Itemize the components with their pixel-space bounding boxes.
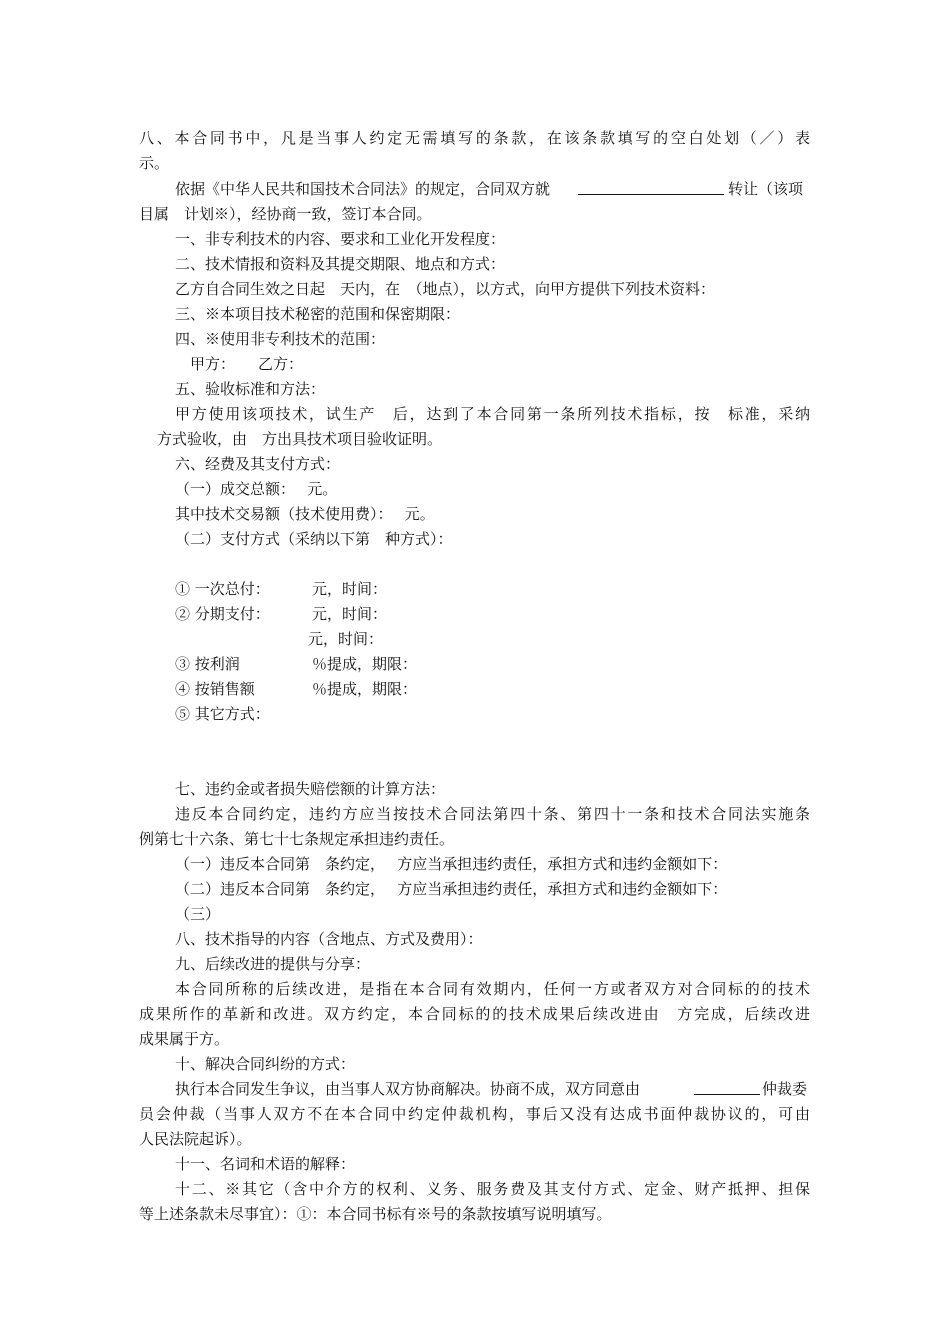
text-line: 执行本合同发生争议，由当事人双方协商解决。协商不成，双方同意由 仲裁委 — [0, 1077, 950, 1197]
payment-option: ① 一次总付： 元，时间： — [175, 580, 388, 598]
payment-option: ② 分期支付： 元，时间： — [175, 605, 388, 623]
blank-underline — [578, 177, 724, 195]
blank-underline — [694, 1077, 760, 1095]
text-line: 依据《中华人民共和国技术合同法》的规定，合同双方就 转让（该项 — [0, 177, 950, 297]
payment-option: ⑤ 其它方式： — [175, 705, 270, 723]
payment-option: ③ 按利润 ％提成，期限： — [175, 655, 418, 673]
text-line: 甲方： 乙方： — [190, 355, 304, 373]
payment-option: ④ 按销售额 ％提成，期限： — [175, 680, 418, 698]
payment-option: 元，时间： — [308, 630, 384, 648]
document-page: 八、本合同书中，凡是当事人约定无需填写的条款，在该条款填写的空白处划（／）表 示。 依据《中华人民共和国技术合同法》的规定，合同双方就 转让（该项 目属 计划※），经协商一致，签订本合同。 一、非专利技术的内容、要求和工业化开发程度： 二、技术情报和资料及其提交期限、地点和方式： 乙方自合同生效之日起 天内，在 （地点），以方式，向甲方提供下列技术资料： 三、※本项目技术秘密的范围和保密期限： 四、※使用非专利技术的范围： 甲方： 乙方： 五、验收标准和方法： 甲方使用该项技术，试生产 后，达到了本合同第一条所列技术指标，按 标准，采纳 方式验收，由 方出具技术项目验收证明。 六、经费及其支付方式： （一）成交总额： 元。 其中技术交易额（技术使用费）： 元。 （二）支付方式（采纳以下第 种方式）： ① 一次总付： 元，时间： ② 分期支付： 元，时间： 元，时间： ③ 按利润 ％提成，期限： ④ 按销售额 ％提成，期限： ⑤ 其它方式： 七、违约金或者损失赔偿额的计算方法： 违反本合同约定，违约方应当按技术合同法第四十条、第四十一条和技术合同法实施条 例第七十六条、第七十七条规定承担违约责任。 （一）违反本合同第 条约定， 方应当承担违约责任，承担方式和违约金额如下： （二）违反本合同第 条约定， 方应当承担违约责任，承担方式和违约金额如下： （三） 八、技术指导的内容（含地点、方式及费用）： 九、后续改进的提供与分享： 本合同所称的后续改进，是指在本合同有效期内，任何一方或者双方对合同标的的技术 成果所作的革新和改进。双方约定，本合同标的的技术成果后续改进由 方完成，后续改进 成果属于方。 十、解决合同纠纷的方式： 执行本合同发生争议，由当事人双方协商解决。协商不成，双方同意由 仲裁委 员会仲裁（当事人双方不在本合同中约定仲裁机构，事后又没有达成书面仲裁协议的，可由 人民法院起诉）。 十一、名词和术语的解释： 十二、※其它（含中介方的权利、义务、服务费及其支付方式、定金、财产抵押、担保 等上述条款未尽事宜）：①：本合同书标有※号的条款按填写说明填写。 — [0, 0, 950, 1344]
